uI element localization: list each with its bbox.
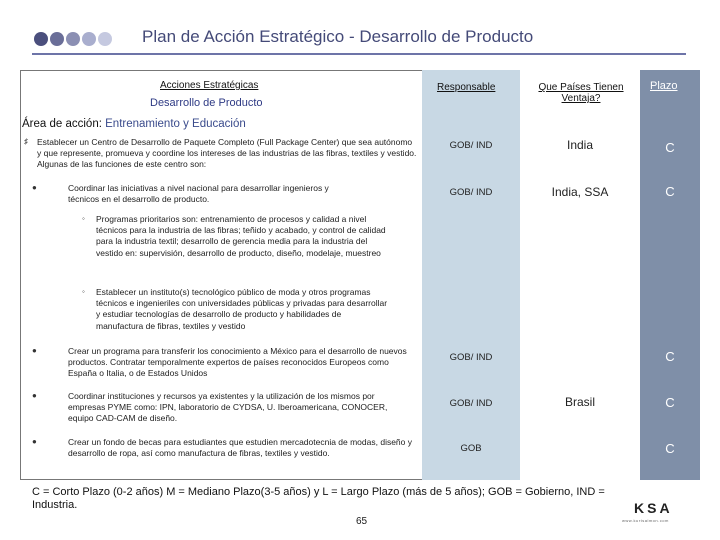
title-dots <box>34 32 112 46</box>
plazo-cell: C <box>665 395 675 410</box>
plazo-cell: C <box>665 349 675 364</box>
paises-cell: India, SSA <box>551 185 609 199</box>
logo-tagline: www.kurtsalmon.com <box>622 518 669 523</box>
responsable-cell: GOB/ IND <box>449 398 493 409</box>
action-text: Programas prioritarios son: entrenamiento de procesos y calidad a nivel técnicos para la industria de las fibras; teñido y acabado, y control de calidad para la industria textil; desarrollo de gerencia media para la industria del vestido en: supervisión, desarrollo de producto, diseño, modelaje, muestreo <box>96 214 386 258</box>
responsable-cell: GOB/ IND <box>449 140 493 151</box>
plazo-cell: C <box>665 441 675 456</box>
title-dot <box>50 32 64 46</box>
paises-cell: India <box>566 138 594 152</box>
action-text: Crear un fondo de becas para estudiantes que estudien mercadotecnia de modas, diseño y desarrollo de ropa, así como manufactura de fibras, textiles y vestido. <box>68 437 413 459</box>
action-text: Coordinar las iniciativas a nivel nacional para desarrollar ingenieros y técnicos en el desarrollo de producto. <box>68 183 329 205</box>
row-marker: ● <box>32 391 37 400</box>
row-marker: ♯ <box>24 137 28 146</box>
responsable-cell: GOB/ IND <box>449 187 493 198</box>
title-divider <box>32 53 686 55</box>
area-label: Área de acción: <box>22 118 102 130</box>
plazo-cell: C <box>665 184 675 199</box>
page-number: 65 <box>356 516 368 527</box>
title-dot <box>66 32 80 46</box>
action-text: Coordinar instituciones y recursos ya existentes y la utilización de los mismos por empresas PYME como: IPN, laboratorio de CYDSA, U. Iberoamericana, CONOCER, equipo CAD-CAM de diseño. <box>68 391 388 424</box>
row-marker: ◦ <box>82 214 85 223</box>
paises-column-bg <box>520 70 640 480</box>
action-text: Establecer un instituto(s) tecnológico público de moda y otros programas técnicos e ingenieriles con universidades públicas y privadas para desarrollar y estudiar tecnologías de desarrollo de producto y habilidades de manufactura de fibras, textiles y vestido <box>96 287 388 331</box>
col-paises-header: Que Países Tienen Ventaja? <box>538 82 624 104</box>
area-of-action <box>22 118 246 130</box>
row-marker: ● <box>32 183 37 192</box>
action-text: Crear un programa para transferir los conocimiento a México para el desarrollo de nuevos productos. Contratar temporalmente expertos de países reconocidos Europeos como España o Italia, o de Estados Unidos <box>68 346 407 379</box>
responsable-column-bg <box>422 70 520 480</box>
row-marker: ◦ <box>82 287 85 296</box>
col-responsable-header: Responsable <box>437 82 496 93</box>
row-marker: ● <box>32 346 37 355</box>
ksa-logo: KSA <box>634 500 673 516</box>
title-dot <box>34 32 48 46</box>
area-topic: Entrenamiento y Educación <box>105 118 246 130</box>
paises-cell: Brasil <box>564 395 595 409</box>
plazo-cell: C <box>665 140 675 155</box>
title-dot <box>82 32 96 46</box>
title-dot <box>98 32 112 46</box>
plazo-column-bg <box>640 70 700 480</box>
plazo-legend: C = Corto Plazo (0-2 años) M = Mediano Plazo(3-5 años) y L = Largo Plazo (más de 5 años); GOB = Gobierno, IND = Industria. <box>32 486 605 511</box>
row-marker: ● <box>32 437 37 446</box>
responsable-cell: GOB/ IND <box>449 352 493 363</box>
action-text: Establecer un Centro de Desarrollo de Paquete Completo (Full Package Center) que sea autónomo y que represente, promueva y coordine los intereses de las industrias de las fibras, textiles y vestido. Algunas de las funciones de este centro son: <box>37 137 417 170</box>
col-acciones-header: Acciones Estratégicas <box>160 80 259 91</box>
page-title: Plan de Acción Estratégico - Desarrollo de Producto <box>142 27 534 46</box>
table-subtitle: Desarrollo de Producto <box>150 97 263 109</box>
col-plazo-header: Plazo <box>650 80 678 92</box>
responsable-cell: GOB <box>460 443 482 454</box>
